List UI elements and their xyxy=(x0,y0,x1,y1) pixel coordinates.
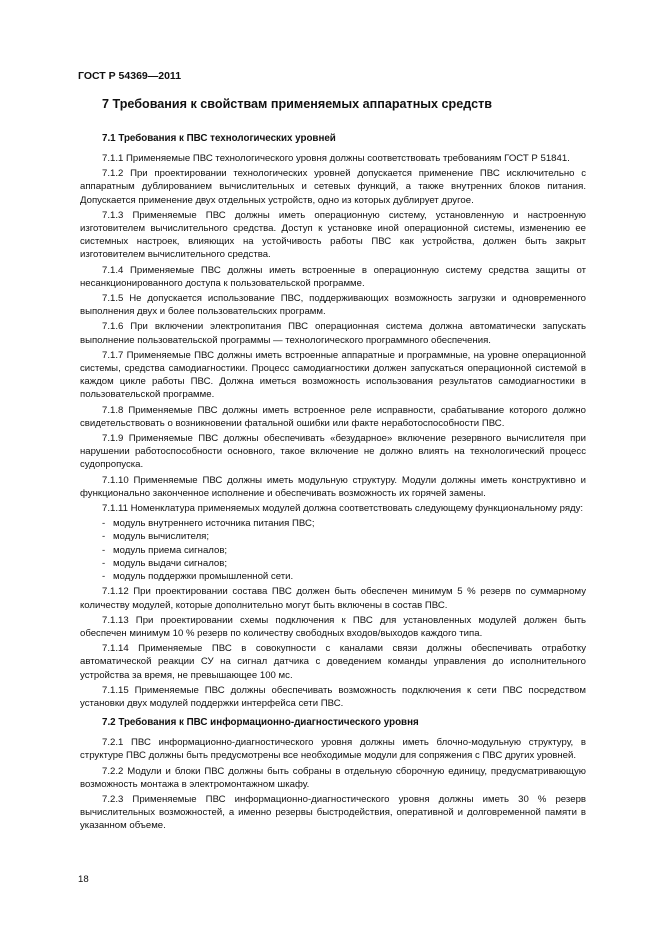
subsection-title: 7.1 Требования к ПВС технологических уровней xyxy=(102,133,336,144)
list-item-text: модуль вычислителя; xyxy=(113,531,210,543)
list-item-text: модуль выдачи сигналов; xyxy=(113,557,227,569)
section-title: 7 Требования к свойствам применяемых аппаратных средств xyxy=(102,97,492,111)
list-item-text: модуль приема сигналов; xyxy=(113,544,228,556)
module-list xyxy=(80,517,586,583)
paragraph: 7.1.14 Применяемые ПВС в совокупности с каналами связи должны обеспечивать отработку автоматической реакции СУ на сигнал датчика с доведением команды управления до исполнительного устройства за время, не превышающее 100 мс. xyxy=(80,643,586,681)
subsection-title: 7.2 Требования к ПВС информационно-диагностического уровня xyxy=(102,717,419,729)
paragraph: 7.1.6 При включении электропитания ПВС операционная система должна автоматически запускать выполнение пользовательской программы — технологического программного обеспечения. xyxy=(80,321,586,346)
paragraph: 7.1.8 Применяемые ПВС должны иметь встроенное реле исправности, срабатывание которого должно свидетельствовать о возникновении фатальной ошибки или факте неработоспособности ПВС. xyxy=(80,404,586,429)
paragraph: 7.1.15 Применяемые ПВС должны обеспечивать возможность подключения к сети ПВС посредством установки двух модулей поддержки интерфейса сети ПВС. xyxy=(80,684,586,709)
paragraph: 7.1.10 Применяемые ПВС должны иметь модульную структуру. Модули должны иметь конструктивно и функционально законченное исполнение и обеспечивать возможность их горячей замены. xyxy=(80,474,586,499)
standard-header: ГОСТ Р 54369—2011 xyxy=(78,70,182,82)
list-item-text: модуль внутреннего источника питания ПВС; xyxy=(113,518,315,530)
page-number: 18 xyxy=(78,874,89,885)
paragraph: 7.1.1 Применяемые ПВС технологического уровня должны соответствовать требованиям ГОСТ Р 51841. xyxy=(102,153,570,164)
list-item: - модуль приема сигналов; xyxy=(102,544,228,556)
list-item: - модуль вычислителя; xyxy=(102,531,210,543)
paragraph: 7.1.11 Номенклатура применяемых модулей должна соответствовать следующему функциональному ряду: xyxy=(102,503,584,515)
paragraph: 7.2.3 Применяемые ПВС информационно-диагностического уровня должны иметь 30 % резерв вычислительных возможностей, а именно резервы быстродействия, оперативной и долговременной памяти в указанном объеме. xyxy=(80,793,586,832)
list-item-text: модуль поддержки промышленной сети. xyxy=(113,571,294,583)
paragraph: 7.1.2 При проектировании технологических уровней допускается применение ПВС исключительно с аппаратным дублированием вычислительных и сетевых функций, а также внутренних блоков питания. Допускается применение двух отдельных устройств, одно из которых дублирует другое. xyxy=(80,168,586,206)
paragraph: 7.1.5 Не допускается использование ПВС, поддерживающих возможность загрузки и одновременного выполнения двух и более пользовательских программ. xyxy=(80,293,586,318)
paragraph: 7.2.2 Модули и блоки ПВС должны быть собраны в отдельную сборочную единицу, предусматривающую возможность монтажа в электромонтажном шкафу. xyxy=(80,765,586,790)
list-item: - модуль выдачи сигналов; xyxy=(102,557,227,569)
list-item: - модуль поддержки промышленной сети. xyxy=(102,571,294,583)
document-body xyxy=(80,96,586,835)
list-item: - модуль внутреннего источника питания ПВС; xyxy=(102,518,315,530)
paragraph: 7.1.7 Применяемые ПВС должны иметь встроенные аппаратные и программные, на уровне операционной системы, средства самодиагностики. Процесс самодиагностики должен запускаться операционной системой в каждом цикле работы ПВС. Должна иметься возможность использования результатов самодиагностики в пользовательской программе. xyxy=(80,349,586,401)
paragraph: 7.1.9 Применяемые ПВС должны обеспечивать «безударное» включение резервного вычислителя при нарушении работоспособности основного, такое включение не должно влиять на технологический процесс судопропуска. xyxy=(80,433,586,471)
paragraph: 7.1.12 При проектировании состава ПВС должен быть обеспечен минимум 5 % резерв по суммарному количеству модулей, которые дополнительно могут быть включены в состав ПВС. xyxy=(80,586,586,611)
paragraph: 7.1.3 Применяемые ПВС должны иметь операционную систему, установленную и настроенную изготовителем вычислительного средства. Доступ к установке иной операционной системы, изменению ее системных настроек, влияющих на устойчивость работы ПВС как устройства, должен быть закрыт изготовителем вычислительного средства. xyxy=(80,209,586,261)
paragraph: 7.1.13 При проектировании схемы подключения к ПВС для установленных модулей должен быть обеспечен минимум 10 % резерв по количеству свободных входов/выходов каждого типа. xyxy=(80,614,586,639)
paragraph: 7.2.1 ПВС информационно-диагностического уровня должны иметь блочно-модульную структуру, в структуре ПВС должны быть предусмотрены все необходимые модули для сопряжения с ПВС других уровней. xyxy=(80,737,586,762)
paragraph: 7.1.4 Применяемые ПВС должны иметь встроенные в операционную систему средства защиты от несанкционированного доступа к пользовательской программе. xyxy=(80,264,586,289)
